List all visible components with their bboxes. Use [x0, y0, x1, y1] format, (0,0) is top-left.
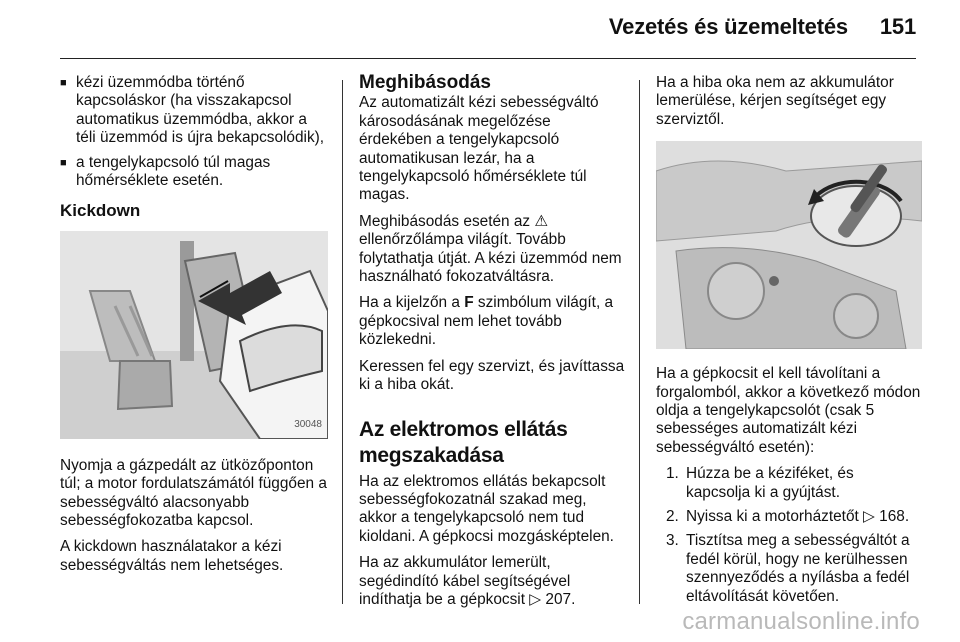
steps-list — [656, 465, 922, 606]
header-title: Vezetés és üzemeltetés — [608, 14, 848, 39]
column-3 — [656, 74, 922, 612]
tow-paragraph: Ha a gépkocsit el kell távolítani a forgalomból, akkor a következő módon oldja a tengelykapcsolót (csak 5 sebességes automatizált kézi sebességváltó esetén): — [656, 365, 921, 456]
step-item — [656, 508, 922, 526]
malfunction-paragraph-3 — [359, 294, 627, 349]
text-span: Ha az akkumulátor lemerült, segédindító kábel segítségével indíthatja be a gépkocsit — [359, 554, 571, 608]
bullet-item: ■ kézi üzemmódba történő kapcsoláskor (ha visszakapcsol automatikus üzemmódba, akkor a téli üzemmód is újra bekapcsolódik), — [60, 74, 328, 148]
kickdown-heading: Kickdown — [60, 201, 141, 221]
malfunction-paragraph-2 — [359, 213, 627, 287]
text-span: Meghibásodás esetén az — [359, 212, 535, 230]
page-reference: ▷ 207. — [529, 590, 576, 608]
gearbox-illustration — [656, 141, 922, 349]
step-text: Nyissa ki a motorháztetőt ▷ 168. — [686, 508, 910, 526]
header-rule — [60, 58, 916, 59]
step-number: 3. — [666, 532, 679, 550]
malfunction-heading: Meghibásodás — [359, 72, 491, 93]
figure-number: 30048 — [294, 419, 322, 431]
watermark: carmanualsonline.info — [682, 608, 920, 635]
gearbox-figure — [656, 141, 922, 349]
kickdown-figure — [60, 231, 328, 439]
step-item — [656, 465, 922, 502]
step-item — [656, 532, 922, 606]
text-span: Ha a kijelzőn a — [359, 294, 465, 312]
f-symbol: F — [464, 294, 474, 312]
malfunction-paragraph-1: Az automatizált kézi sebességváltó károsodásának megelőzése érdekében a tengelykapcsoló automatikusan lezár, ha a tengelykapcsoló hőmérséklete túl magas. — [359, 94, 599, 204]
step-number: 2. — [666, 508, 679, 526]
column-1 — [60, 74, 328, 583]
step-text: Húzza be a kéziféket, és kapcsolja ki a gyújtást. — [686, 465, 854, 501]
step-text: Tisztítsa meg a sebességváltót a fedél körül, hogy ne kerülhessen szennyeződés a nyílásba a fedél eltávolítását követően. — [686, 532, 910, 605]
page-number: 151 — [879, 14, 916, 39]
column-2 — [359, 74, 627, 617]
power-failure-paragraph-2 — [359, 554, 627, 609]
malfunction-paragraph-4: Keressen fel egy szervizt, és javíttassa ki a hiba okát. — [359, 357, 625, 394]
service-paragraph: Ha a hiba oka nem az akkumulátor lemerülése, kérjen segítséget egy szerviztől. — [656, 74, 894, 128]
bullet-item: ■ a tengelykapcsoló túl magas hőmérséklete esetén. — [60, 154, 328, 191]
pedal-illustration — [60, 231, 328, 439]
bullet-list — [60, 74, 328, 190]
kickdown-paragraph-1: Nyomja a gázpedált az ütközőponton túl; a motor fordulatszámától függően a sebességváltó alacsonyabb sebességfokozatba kapcsol. — [60, 456, 327, 530]
column-divider-2 — [639, 80, 640, 604]
power-failure-heading: Az elektromos ellátás megszakadása — [359, 417, 568, 467]
step-number: 1. — [666, 465, 679, 483]
warning-lamp-icon: ⚠ — [534, 212, 549, 230]
power-failure-paragraph-1: Ha az elektromos ellátás bekapcsolt sebességfokozatnál szakad meg, akkor a tengelykapcsoló nem tud kioldani. A gépkocsi mozgásképtelen. — [359, 472, 614, 545]
column-divider-1 — [342, 80, 343, 604]
text-span: szimbólum világít, a gépkocsival nem lehet tovább közlekedni. — [359, 294, 614, 349]
kickdown-paragraph-2: A kickdown használatakor a kézi sebességváltás nem lehetséges. — [60, 538, 284, 574]
text-span: ellenőrzőlámpa világít. Tovább folytathatja útját. A kézi üzemmód nem használható fokozatváltásra. — [359, 231, 622, 286]
page-header — [609, 14, 916, 40]
